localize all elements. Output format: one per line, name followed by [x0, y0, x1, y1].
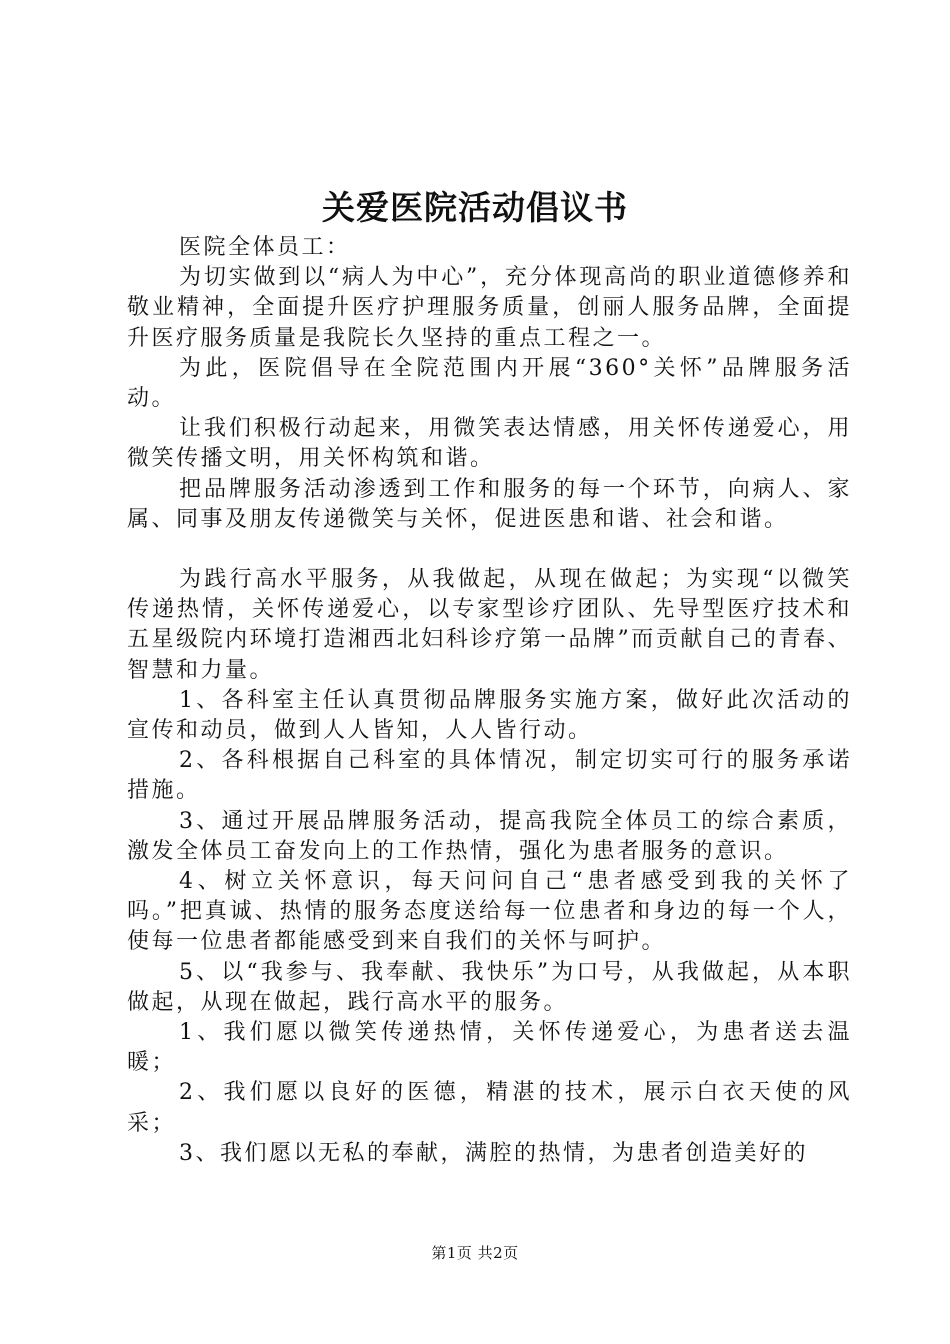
greeting: 医院全体员工：	[179, 235, 351, 260]
list-item: 2、各科根据自己科室的具体情况，制定切实可行的服务承诺措施。	[127, 748, 852, 804]
page-number-footer: 第1页 共2页	[431, 1244, 519, 1262]
pledge-item: 2、我们愿以良好的医德，精湛的技术，展示白衣天使的风采；	[127, 1080, 852, 1136]
paragraph: 为此，医院倡导在全院范围内开展“360°关怀”品牌服务活动。	[127, 355, 852, 412]
document-title: 关爱医院活动倡议书	[322, 188, 628, 227]
pledge-item: 1、我们愿以微笑传递热情，关怀传递爱心，为患者送去温暖；	[127, 1020, 852, 1076]
list-item: 3、通过开展品牌服务活动，提高我院全体员工的综合素质，激发全体员工奋发向上的工作热情，强化为患者服务的意识。	[127, 808, 852, 864]
pledge-item: 3、我们愿以无私的奉献，满腔的热情，为患者创造美好的	[179, 1140, 808, 1166]
paragraph: 为践行高水平服务，从我做起，从现在做起；为实现“以微笑传递热情，关怀传递爱心，以专家型诊疗团队、先导型医疗技术和五星级院内环境打造湘西北妇科诊疗第一品牌”而贡献自己的青春、智慧和力量。	[127, 567, 852, 683]
list-item: 1、各科室主任认真贯彻品牌服务实施方案，做好此次活动的宣传和动员，做到人人皆知，人人皆行动。	[127, 687, 852, 744]
list-item: 4、树立关怀意识，每天问问自己“患者感受到我的关怀了吗。”把真诚、热情的服务态度送给每一位患者和身边的每一个人，使每一位患者都能感受到来自我们的关怀与呵护。	[127, 869, 852, 955]
paragraph: 让我们积极行动起来，用微笑表达情感，用关怀传递爱心，用微笑传播文明，用关怀构筑和谐。	[127, 416, 852, 472]
document-body	[127, 233, 852, 1169]
paragraph: 把品牌服务活动渗透到工作和服务的每一个环节，向病人、家属、同事及朋友传递微笑与关怀，促进医患和谐、社会和谐。	[127, 476, 852, 532]
list-item: 5、以“我参与、我奉献、我快乐”为口号，从我做起，从本职做起，从现在做起，践行高水平的服务。	[127, 959, 852, 1015]
paragraph: 为切实做到以“病人为中心”，充分体现高尚的职业道德修养和敬业精神，全面提升医疗护理服务质量，创丽人服务品牌，全面提升医疗服务质量是我院长久坚持的重点工程之一。	[127, 265, 852, 351]
